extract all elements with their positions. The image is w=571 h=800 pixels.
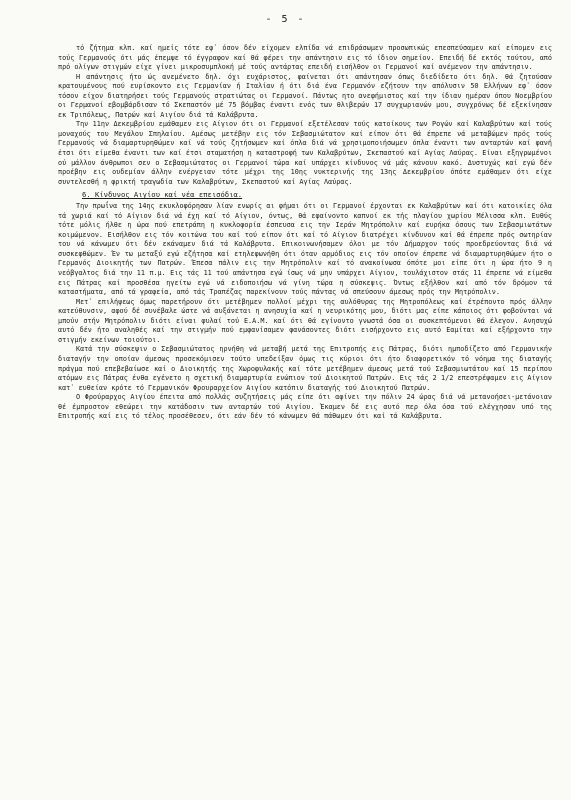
paragraph: τό ζήτημα κλπ. καί ημείς τότε εφ᾽ όσον δέν είχομεν ελπίδα νά επιδράσωμεν προσωπικώς επεσπεύσαμεν καί είπομεν εις τούς Γερμανούς ότι μάς έπεμψε τό έγγραφον καί θά φέρει την απάντησιν εις τό ίδιον σημείον. Επειδή δέ εκτός τούτου, από πρό ολίγων στιγμών είχε γίνει μικροσυμπλοκή μέ τούς αντάρτας επειδή εισήλθον οι Γερμανοί καί ανέμενον την απάντησιν.	[58, 44, 552, 72]
page-number: - 5 -	[265, 14, 306, 25]
paragraph: Κατά την σύσκεψιν ο Σεβασμιώτατος ηρνήθη νά μεταβή μετά της Επιτροπής εις Πάτρας, διότι ημποδίζετο από Γερμανικήν διαταγήν την οποίαν άμεσως προσεκόμισεν τούτο υπεδείξαν όμως τις κύριοι ότι ήτο διαφορετικόν τό νόημα της διαταγής πράγμα πού επεβεβαίωσε καί ο Διοικητής της Χωροφυλακής καί τότε μετέβημεν άμεσως μετά τού Σεβασμιωτάτου καί 15 περίπου ατόμων εις Πάτρας ένθα εγένετο η σχετική διαμαρτυρία ενώπιον τού Διοικητού Πατρών. Εις τάς 2 1/2 επεστρέψαμεν εις Αίγιον κατ᾽ ευθείαν κρότε τό Γερμανικόν Φρουραρχείον Αιγίου κατόπιν διαταγής τού Διοικητού Πατρών.	[58, 345, 552, 392]
section-heading: 6. Κίνδυνος Αιγίου καί νέα επεισόδια.	[82, 190, 243, 200]
paragraph: Ο Φρούραρχος Αιγίου έπειτα από πολλάς συζητήσεις μάς είπε ότι αφίνει την πόλιν 24 ώρας διά νά μετανοήσει-μετάνοιαν θέ έμπροστον εθεώρει την κατάδοσιν των ανταρτών τού Αιγίου. Έκαμεν δέ εις αυτό περ όλα όσα τού ελέγχησαν υπό της Επιτροπής καί εις τό τέλος προσέθεσεν, ότι εάν δέν τό κάνωμεν θά πάθωμεν ότι καί τά Καλάβρυτα.	[58, 393, 552, 421]
paragraph: Μετ᾽ επιλήψεως όμως παρετήρουν ότι μετέβημεν πολλοί μέχρι της αυλόθυρας της Μητροπόλεως καί έτρέποντο πρός άλλην κατεύθυνσιν, αφού δέ συνέβαλε ώστε νά αυξάνεται η ανησυχία καί η νευρικότης μου, διότι μας είπε κάποιος ότι φοβούνται νά μπούν στήν Μητρόπολιν διότι είναι φυλαί τού Ε.Α.Μ. καί ότι θά εγίνοντο γνωστά όσα οι συσκεπτόμενοι θά έλεγον. Ανησυχώ αυτό δέν ήτο αναληθές καί την στιγμήν πού εμφανίσαμεν φανάσοντες διότι εισήρχοντο εις αυτό Εαμίται καί εξήρχοντο την στιγμήν εκείνων τοιούτοι.	[58, 297, 552, 344]
document-body	[58, 44, 552, 422]
paragraph: Την πρωΐνα της 14ης εκυκλοφόρησαν λίαν ενωρίς αι φήμαι ότι οι Γερμανοί έρχονται εκ Καλαβρύτων καί ότι κατοικίες όλα τά χωριά καί τό Αίγιον διά νά έχη καί τό Αίγιον, όντως, θά εφαίνοντο καπνοί εκ τής πλαγίου χωρίου Μέλισσα κλπ. Ευθύς τότε μόλις ήλθε η ώρα πού επετράπη η κυκλοφορία έσπευσα εις την Ιεράν Μητρόπολιν καί ευρήκα όσους των Σεβασμιωτάτων κοιμώμενον. Εισήλθον εις τόν κοιτώνα του καί τού είπον ότι καί τό Αίγιον διατρέχει κίνδυνον καί θά έπρεπε πρός σωτηρίαν του νά κάνωμεν ότι δέν εκάναμεν διά τά Καλάβρυτα. Επικοινωνήσαμεν όλοι με τόν Δήμαρχον τούς προεδρεύοντας διά νά συσκεφθώμεν. Έν τω μεταξύ εγώ εζήτησα καί ετηλεφωνήθη ότι όταν αρμόδιος εις τόν οποίον έπρεπε νά διαμαρτυρηθώμεν ήτο ο Γερμανός Διοικητής των Πατρών. Έπεσα πάλιν εις την Μητρόπολιν καί τό ανακοίνωσα όπότε μοι είπε ότι η ώρα ήτο 9 η νεόβγαλτος διά την 11 π.μ. Εις τάς 11 τού απάντησα εγώ ίσως νά μην υπάρχει Αίγιον, τουλάχιστον στάς 11 έπρεπε νά είμεθα εις Πάτρας καί προσθέσα ηγείτω εγώ νά ειδοποιήσω νά γίνη τώρα η σύσκεψις. Όντως εξήλθον καί από τόν δρόμον τά καταστήματα, από τά γραφεία, από τάς Τραπέζας παρεκίνουν τούς πάντας νά σπεύσουν άμεσως πρός την Μητρόπολιν.	[58, 202, 552, 297]
paragraph: Η απάντησις ήτο ώς ανεμένετο δηλ. όχι ευχάριστος, φαίνεται ότι απάντησαν όπως διεδίδετο ότι δηλ. θά ζητούσαν κρατουμένους πού ευρίσκοντο εις Γερμανίαν ή Ιταλίαν ή ότι διά ένα Γερμανόν εζήτουν την απόλυσιν 50 Ελλήνων εφ᾽ όσον τόσον είχον διατηρήσει τούς Γερμανούς στρατιώτας οι Γερμανοί. Πάντως ητο ανεφήμιστος καί την ίδιαν ημέραν όπου Νοεμβρίου οι Γερμανοί εβομβάρδισαν τό Σκεπαστόν μέ 75 βόμβας έναντι ενός των θλιβερών 17 συγχωριανών μου, συγχρόνως δέ εξεκίνησαν εκ Τριπόλεως, Πατρών καί Αιγίου διά τά Καλάβρυτα.	[58, 72, 552, 119]
paragraph: Την 11ην Δεκεμβρίου εμάθαμεν εις Αίγιον ότι οι Γερμανοί εξετέλεσαν τούς κατοίκους των Ρογών καί Καλαβρύτων καί τούς μοναχούς του Μεγάλου Σπηλαίου. Αμέσως μετέβην εις τόν Σεβασμιώτατον καί είπον ότι θά έπρεπε νά μεταβώμεν πρός τούς Γερμανούς νά διαμαρτυρηθώμεν καί νά τούς ζητήσωμεν καί όπλα διά νά χρησιμοποιήσωμεν όπλα έναντι των ανταρτών καί φανή έτσι ότι είμεθα έναντι των καί έτσι σταματήση η καταστροφή των Καλαβρύτων, Σκεπαστού καί Αγίας Λαύρας. Είναι εξηγρωμένοι ού μάλλον άνθρωποι σεν ο Σεβασμιώτατος οι Γερμανοί τώρα καί υπάρχει κίνδυνος νά μάς κάνουν κακό. Δυστυχώς καί εγώ δέν προέβην εις ουδεμίαν άλλην ενέργειαν τότε μέχρι της 10ης νυκτερινής της 13ης Δεκεμβρίου όπότε εμάθαμεν ότι είχε συντελεσθή η φρικτή τραγωδία των Καλαβρύτων, Σκεπαστού καί Αγίας Λαύρας.	[58, 120, 552, 186]
